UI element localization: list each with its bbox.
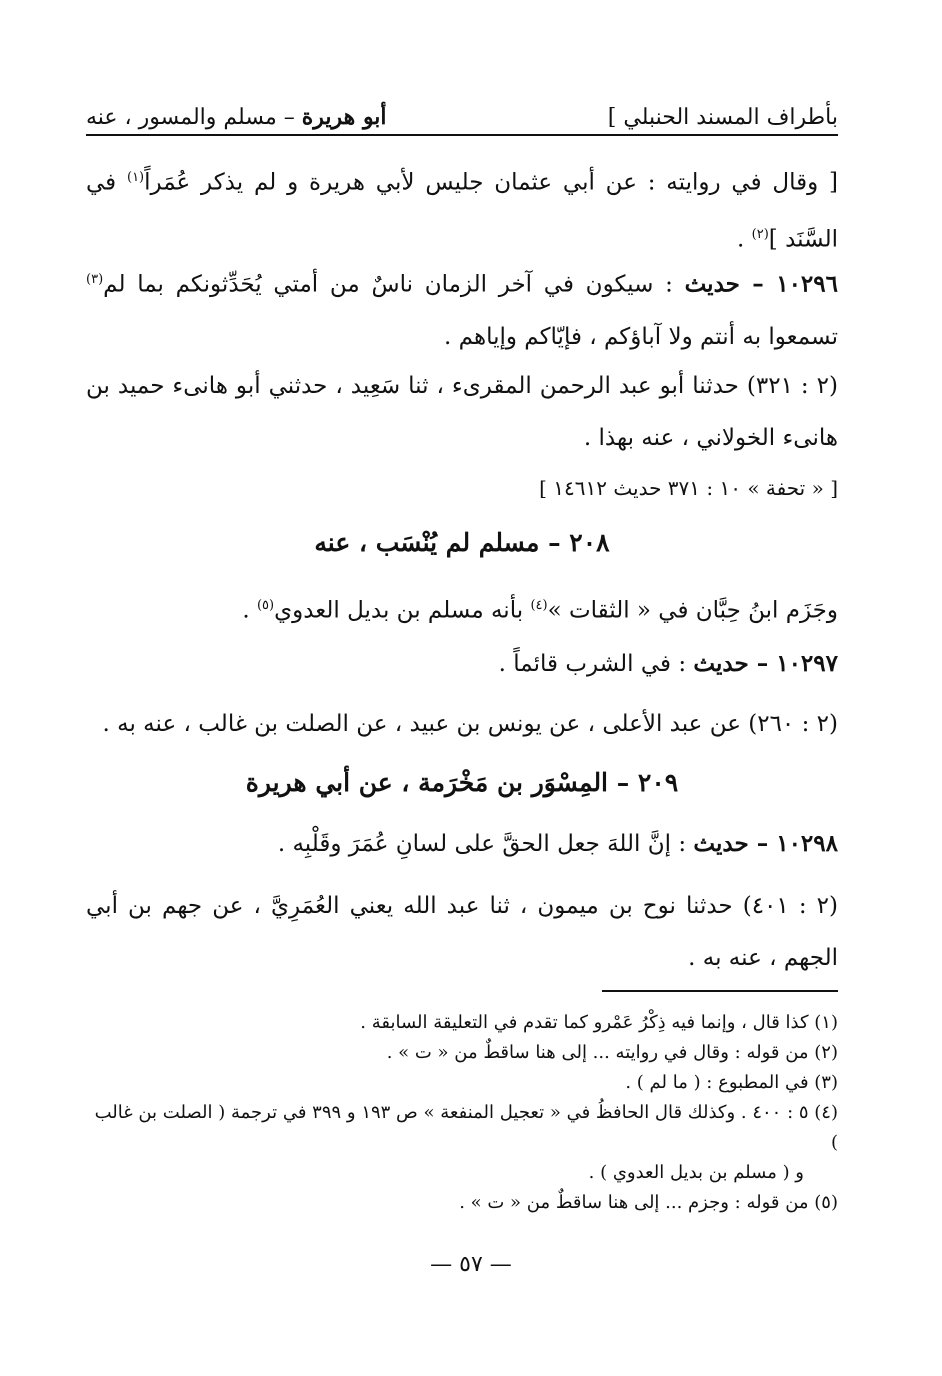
bracket-note-text2: في السَّنَد ]	[86, 169, 838, 253]
footnote-4-cont: و ( مسلم بن بديل العدوي ) .	[588, 1162, 804, 1183]
hadith-number: ١٠٢٩٧	[776, 650, 838, 677]
bracket-note	[86, 152, 838, 265]
header-chapter-bold: أبو هريرة	[301, 104, 387, 130]
page-number: — ٥٧ —	[430, 1252, 512, 1277]
note-end: .	[242, 597, 257, 624]
section-208-note	[86, 580, 838, 637]
footnote-1: (١) كذا قال ، وإنما فيه ذِكْرُ عَمْرو كما تقدم في التعليقة السابقة .	[360, 1012, 838, 1033]
footnote-2: (٢) من قوله : وقال في روايته ... إلى هنا ساقطٌ من « ت » .	[386, 1042, 838, 1063]
footnote-3: (٣) في المطبوع : ( ما لم ) .	[625, 1072, 838, 1093]
hadith-number: ١٠٢٩٨	[776, 830, 838, 857]
hadith-text: : في الشرب قائماً .	[498, 651, 694, 677]
footnote-ref-1: (١)	[126, 170, 145, 185]
section-heading-208: ٢٠٨ – مسلم لم يُنْسَب ، عنه	[314, 528, 610, 557]
hadith-text-cont: تسمعوا به أنتم ولا آباؤكم ، فإيّاكم وإياهم .	[444, 323, 838, 350]
tuhfa-reference: [ « تحفة » ١٠ : ٣٧١ حديث ١٤٦١٢ ]	[539, 476, 838, 500]
isnad-10296: (٢ : ٣٢١) حدثنا أبو عبد الرحمن المقرىء ، ثنا سَعِيد ، حدثني أبو هانىء حميد بن هانىء الخولاني ، عنه بهذا .	[86, 373, 838, 451]
hadith-10296	[86, 254, 838, 363]
note-text: وجَزَم ابنُ حِبَّان في « الثقات »	[547, 597, 838, 624]
isnad-10298: (٢ : ٤٠١) حدثنا نوح بن ميمون ، ثنا عبد الله يعني العُمَرِيَّ ، عن جهم بن أبي الجهم ، عنه به .	[86, 893, 839, 971]
bracket-note-end: .	[737, 226, 752, 253]
header-section-title	[608, 105, 838, 130]
footnotes	[86, 1008, 838, 1218]
footnote-ref-4: (٤)	[530, 598, 548, 613]
header-chapter-rest: – مسلم والمسور ، عنه	[86, 105, 302, 130]
footnote-ref-2: (٢)	[751, 226, 769, 242]
footnote-ref-3: (٣)	[86, 272, 104, 287]
running-header	[86, 92, 838, 136]
footnote-ref-5: (٥)	[256, 598, 275, 613]
hadith-label: – حديث	[684, 270, 777, 298]
note-text2: بأنه مسلم بن بديل العدوي	[274, 597, 531, 624]
footnote-4: (٤) ٥ : ٤٠٠ . وكذلك قال الحافظُ في « تعجيل المنفعة » ص ١٩٣ و ٣٩٩ في ترجمة ( الصلت بن غالب )	[94, 1102, 838, 1153]
header-title-main: بأطراف المسند الحنبلي ]	[607, 105, 838, 130]
hadith-number: ١٠٢٩٦	[776, 270, 838, 298]
hadith-text: : سيكون في آخر الزمان ناسٌ من أمتي يُحَدِّثونكم بما لم	[103, 271, 685, 298]
bracket-note-text: [ وقال في روايته : عن أبي عثمان جليس لأبي هريرة و لم يذكر عُمَراً	[144, 169, 838, 196]
hadith-10297	[86, 638, 838, 690]
hadith-10298	[86, 818, 838, 870]
footnote-5: (٥) من قوله : وجزم ... إلى هنا ساقطٌ من « ت » .	[459, 1192, 838, 1213]
header-chapter	[86, 104, 387, 130]
hadith-label: – حديث	[693, 650, 777, 677]
hadith-label: – حديث	[693, 830, 777, 857]
section-heading-209: ٢٠٩ – المِسْوَر بن مَخْرَمة ، عن أبي هريرة	[245, 768, 679, 797]
hadith-text: : إنَّ اللهَ جعل الحقَّ على لسانِ عُمَرَ وقَلْبِه .	[277, 831, 694, 857]
isnad-10297: (٢ : ٢٦٠) عن عبد الأعلى ، عن يونس بن عبيد ، عن الصلت بن غالب ، عنه به .	[102, 711, 838, 737]
footnote-separator	[602, 990, 838, 992]
